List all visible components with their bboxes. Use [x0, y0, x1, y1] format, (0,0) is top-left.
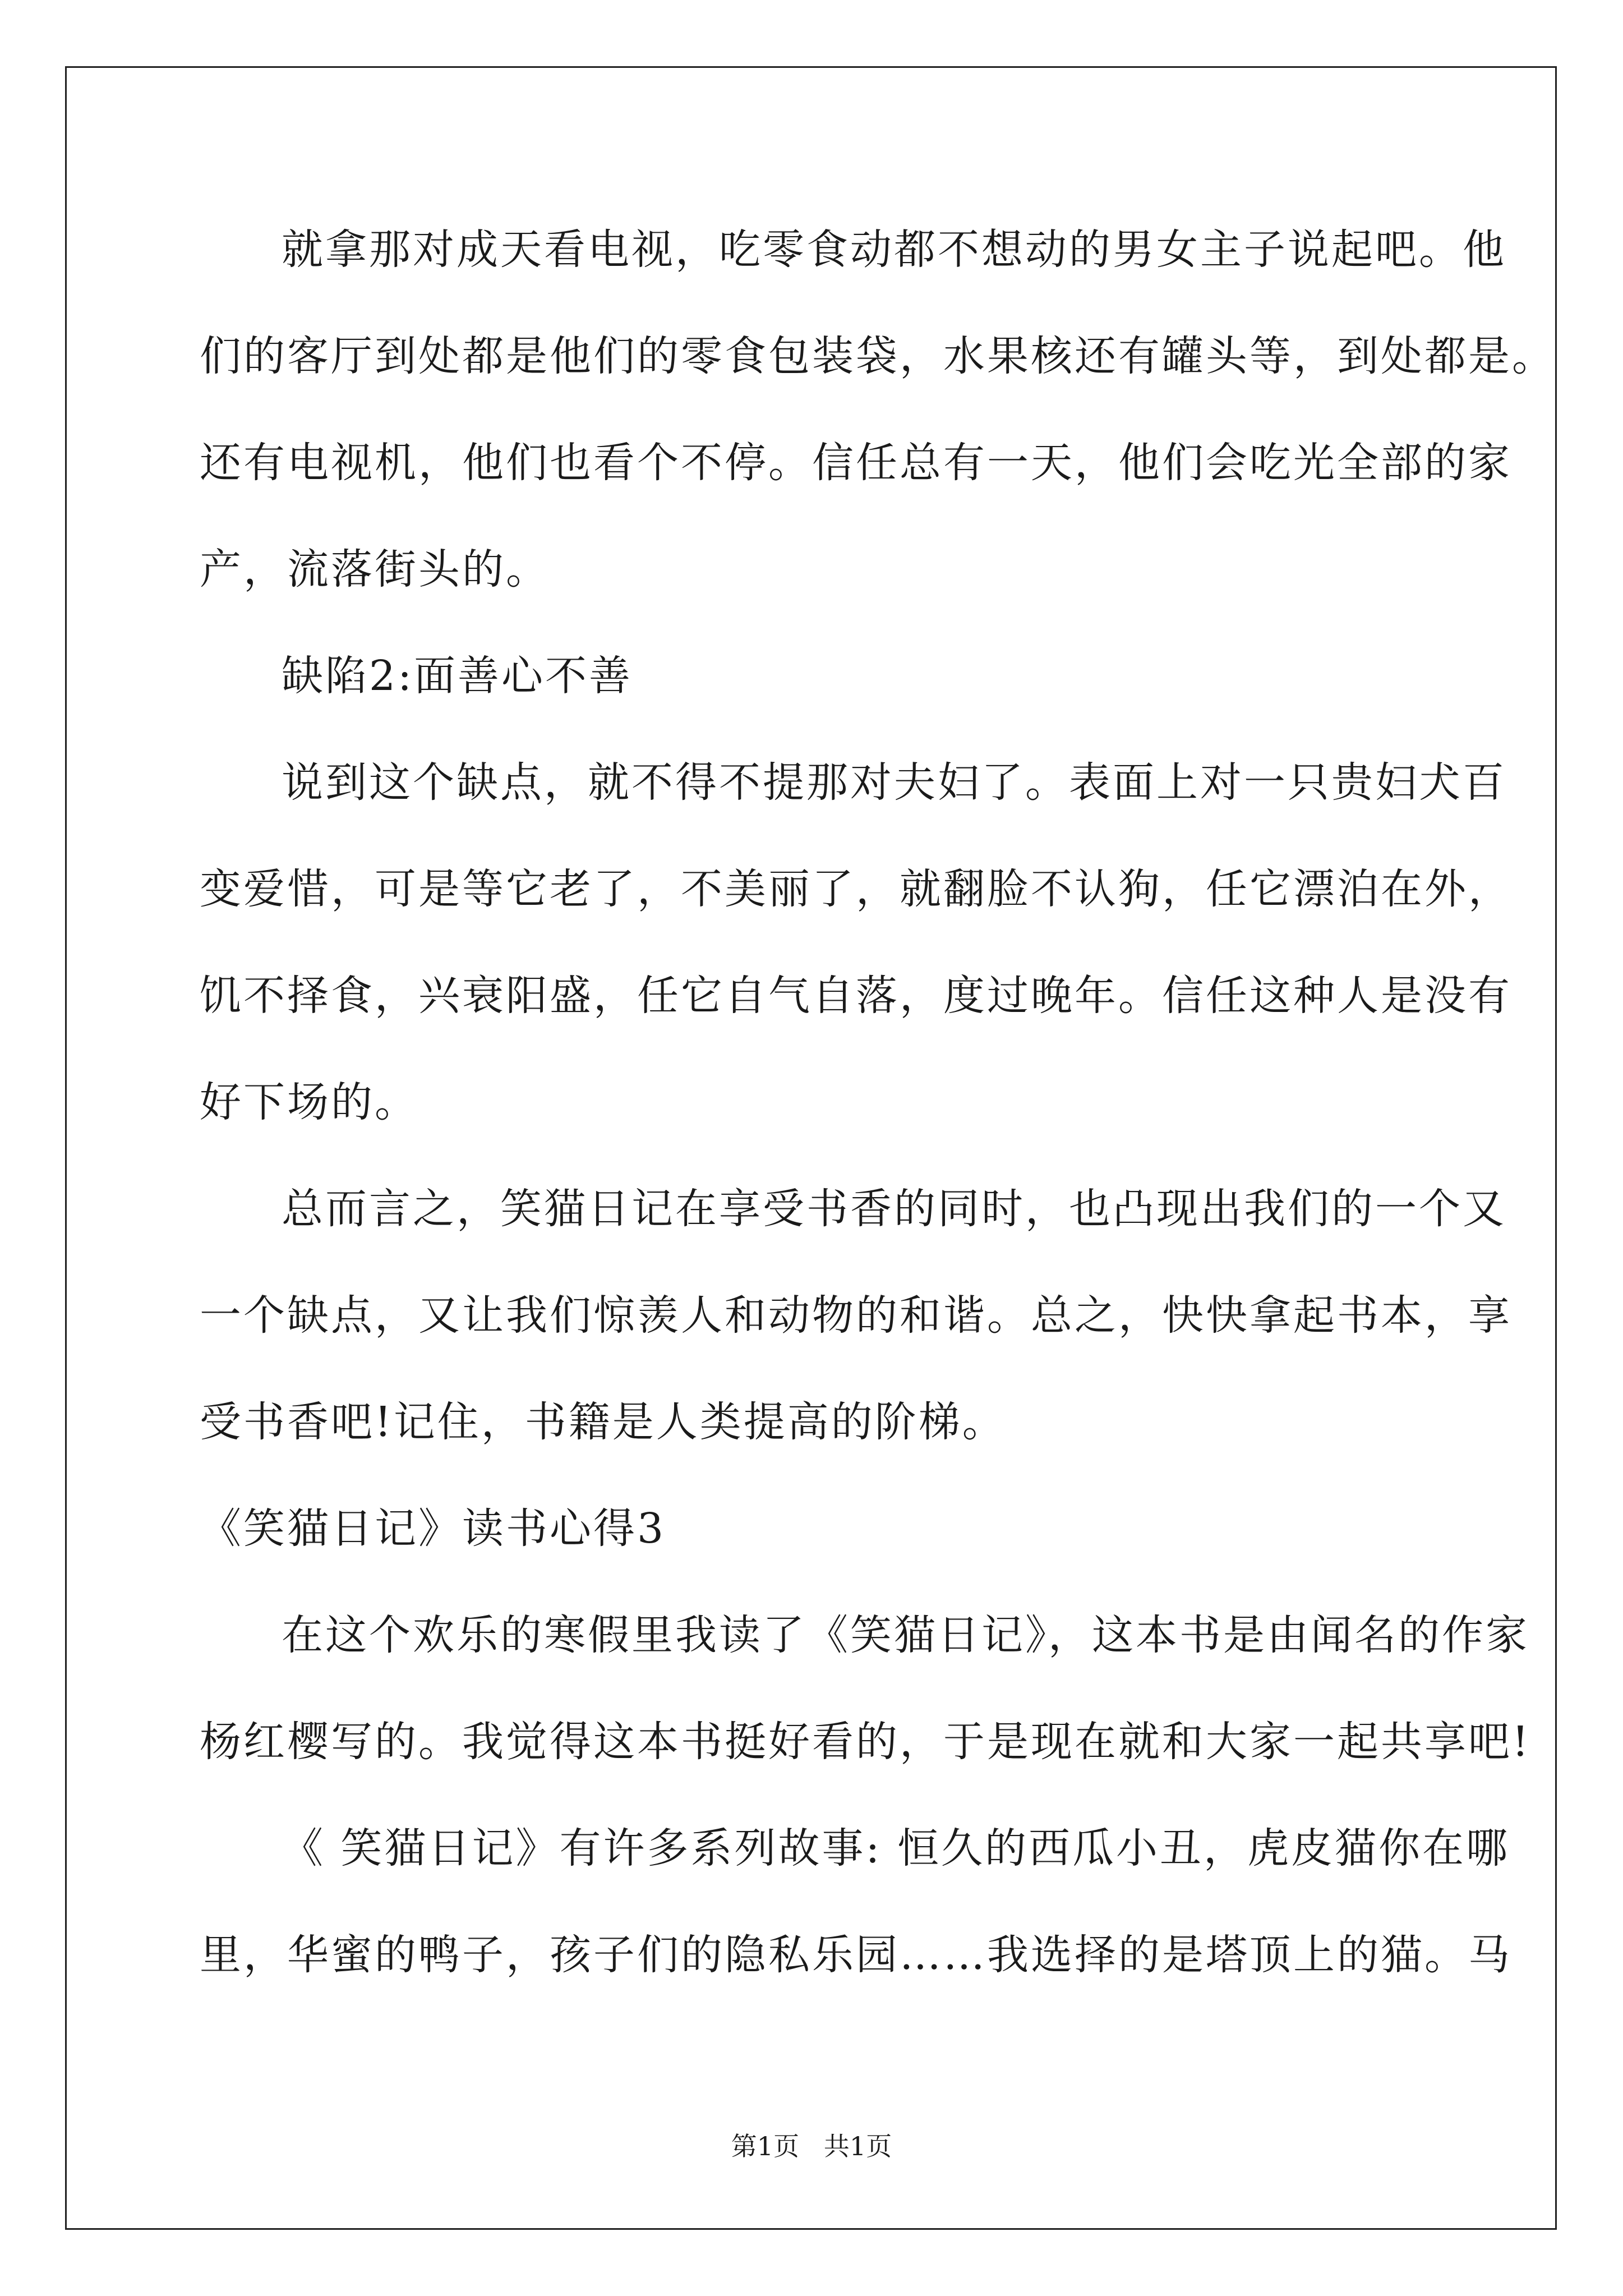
page-number-footer: 第1页 共1页 — [731, 2131, 892, 2161]
paragraph-line: 《 笑猫日记》有许多系列故事: 恒久的西瓜小丑，虎皮猫你在哪 — [282, 1824, 1510, 1872]
paragraph-line: 总而言之，笑猫日记在享受书香的同时，也凸现出我们的一个又 — [282, 1185, 1506, 1233]
paragraph-line: 受书香吧!记住，书籍是人类提高的阶梯。 — [200, 1398, 1006, 1446]
paragraph-line: 说到这个缺点，就不得不提那对夫妇了。表面上对一只贵妇犬百 — [282, 758, 1506, 807]
paragraph-line: 好下场的。 — [200, 1078, 418, 1126]
section-subheading: 缺陷2:面善心不善 — [282, 652, 633, 700]
paragraph-line: 产，流落街头的。 — [200, 545, 550, 593]
paragraph-line: 一个缺点，又让我们惊羡人和动物的和谐。总之，快快拿起书本，享 — [200, 1291, 1512, 1340]
paragraph-line: 杨红樱写的。我觉得这本书挺好看的，于是现在就和大家一起共享吧! — [200, 1718, 1531, 1766]
paragraph-line: 里，华蜜的鸭子，孩子们的隐私乐园……我选择的是塔顶上的猫。马 — [200, 1931, 1512, 1979]
paragraph-line: 饥不择食，兴衰阳盛，任它自气自落，度过晚年。信任这种人是没有 — [200, 972, 1512, 1020]
section-title: 《笑猫日记》读书心得3 — [200, 1504, 666, 1553]
page-border — [65, 66, 1557, 2230]
paragraph-line: 在这个欢乐的寒假里我读了《笑猫日记》，这本书是由闻名的作家 — [282, 1611, 1529, 1659]
paragraph-line: 就拿那对成天看电视，吃零食动都不想动的男女主子说起吧。他 — [282, 226, 1506, 274]
paragraph-line: 还有电视机，他们也看个不停。信任总有一天，他们会吃光全部的家 — [200, 439, 1512, 487]
paragraph-line: 们的客厅到处都是他们的零食包装袋，水果核还有罐头等，到处都是。 — [200, 332, 1556, 380]
paragraph-line: 变爱惜，可是等它老了，不美丽了，就翻脸不认狗，任它漂泊在外， — [200, 865, 1512, 913]
